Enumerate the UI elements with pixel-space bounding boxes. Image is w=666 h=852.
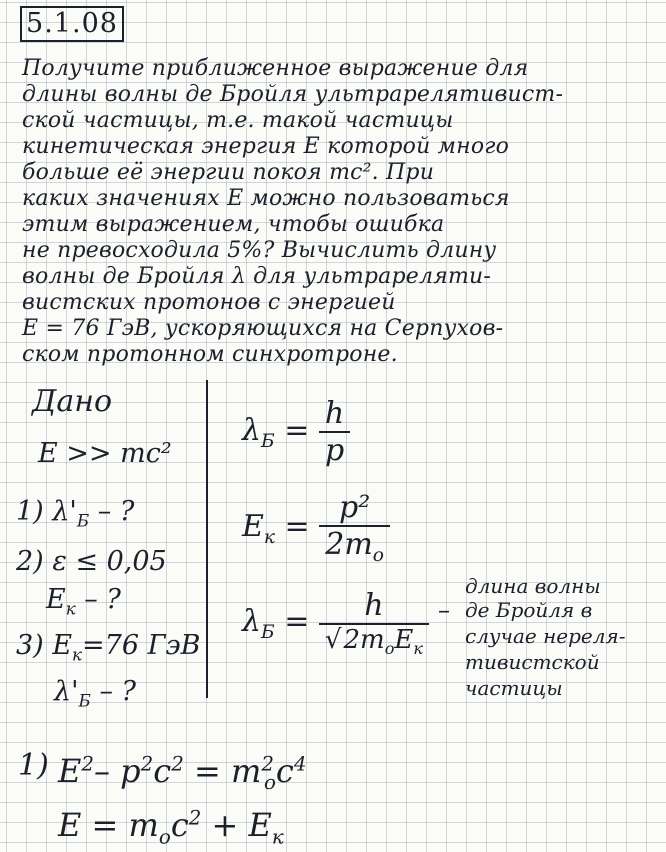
equation-text: c — [153, 752, 172, 790]
item-symbol: λ' — [54, 676, 79, 707]
denominator-subscript: o — [372, 545, 384, 566]
formula-fraction — [319, 490, 390, 566]
item-subscript: к — [65, 598, 76, 619]
task-line: кинетическая энергия E которой много — [22, 134, 510, 159]
note-dash: – — [438, 596, 450, 624]
sqrt-sign: √ — [324, 625, 342, 655]
item-symbol: λ' — [52, 496, 77, 527]
formula-kinetic-energy — [242, 490, 390, 566]
formula-subscript: Б — [261, 622, 275, 644]
note-line: случае нереля- — [465, 624, 626, 648]
equation-text: – p — [93, 752, 141, 790]
item-number: 1) — [16, 496, 44, 527]
equation-superscript: 4 — [293, 752, 307, 776]
formula-subscript: к — [263, 527, 276, 548]
equation-text: = m — [183, 752, 262, 790]
note-line: де Бройля в — [465, 598, 593, 622]
item-symbol: E — [52, 630, 73, 661]
equation-superscript: 2 — [81, 752, 94, 776]
item-question: – ? — [89, 496, 135, 527]
item-number: 2) — [16, 546, 44, 577]
task-line: ской частицы, т.е. такой частицы — [22, 108, 454, 133]
equation-text: c — [170, 806, 189, 844]
item-subscript: Б — [76, 510, 90, 531]
given-item-1 — [16, 496, 134, 530]
equation-superscript: 2 — [140, 752, 154, 776]
note-line: длина волны — [465, 574, 601, 598]
fraction-denominator — [319, 623, 429, 658]
solution-equation-2 — [58, 806, 284, 848]
item-text: ε ≤ 0,05 — [52, 546, 167, 577]
denominator-text: 2m — [343, 625, 385, 655]
task-line: Получите приближенное выражение для — [22, 56, 529, 81]
solution-step-number: 1) — [18, 748, 49, 783]
equation-subscript: o — [158, 825, 171, 849]
formula-lhs: λ — [242, 413, 262, 448]
fraction-numerator: p² — [338, 490, 371, 525]
item-number: 3) — [16, 630, 44, 661]
equation-superscript: 2 — [171, 752, 184, 776]
formula-lhs: λ — [242, 604, 262, 640]
equation-text: c — [275, 752, 294, 790]
given-item-3 — [16, 630, 200, 664]
note-line: частицы — [465, 676, 563, 700]
formula-subscript: Б — [261, 431, 275, 452]
equation-superscript: 2 — [188, 806, 202, 830]
task-line: этим выражением, чтобы ошибка — [22, 212, 445, 237]
given-divider — [206, 380, 208, 698]
task-line: волны де Бройля λ для ультрареляти- — [22, 264, 492, 289]
fraction-denominator: p — [319, 431, 350, 468]
task-line: не превосходила 5%? Вычислить длину — [22, 238, 497, 263]
denominator-text: E — [394, 625, 414, 655]
equation-subscript: o — [263, 771, 276, 795]
formula-nonrelativistic-wavelength — [242, 588, 429, 658]
item-symbol: E — [46, 584, 66, 615]
task-line: длины волны де Бройля ультрарелятивист- — [22, 82, 564, 107]
item-question: – ? — [75, 584, 121, 615]
formula-fraction — [319, 588, 429, 658]
equation-text: E = m — [58, 806, 159, 844]
fraction-numerator: h — [364, 588, 384, 623]
fraction-numerator: h — [324, 396, 345, 431]
given-item-2-question — [46, 584, 121, 618]
given-title: Дано — [32, 384, 113, 419]
item-value: =76 ГэВ — [82, 630, 201, 661]
equation-subscript: к — [271, 825, 284, 849]
formula-fraction — [319, 396, 350, 468]
formula-equals: = — [274, 413, 319, 448]
denominator-subscript: o — [384, 639, 395, 659]
note-line: тивистской — [465, 650, 600, 674]
formula-de-broglie — [242, 396, 350, 468]
equation-text: + E — [201, 806, 272, 844]
task-line: E = 76 ГэВ, ускоряющихся на Серпухов- — [22, 316, 504, 341]
given-condition: E >> mc² — [38, 438, 172, 469]
given-item-2 — [16, 546, 167, 577]
problem-number: 5.1.08 — [20, 6, 124, 42]
task-line: больше её энергии покоя mc². При — [22, 160, 435, 185]
task-line: вистских протонов с энергией — [22, 290, 396, 315]
formula-equals: = — [275, 509, 320, 544]
denominator-text: 2m — [325, 527, 373, 562]
solution-equation-1 — [58, 752, 306, 794]
equation-superscript: 2 — [261, 752, 274, 776]
equation-text: E — [58, 752, 82, 790]
item-question: – ? — [90, 676, 136, 707]
formula-equals: = — [274, 604, 319, 640]
formula-lhs: E — [242, 509, 264, 544]
task-line: ском протонном синхротроне. — [22, 342, 398, 367]
task-line: каких значениях E можно пользоваться — [22, 186, 510, 211]
item-subscript: к — [72, 644, 83, 665]
given-item-3-question — [54, 676, 136, 710]
item-subscript: Б — [78, 690, 91, 711]
denominator-subscript: к — [413, 639, 423, 659]
fraction-denominator — [319, 525, 390, 566]
sqrt-content — [341, 623, 423, 659]
